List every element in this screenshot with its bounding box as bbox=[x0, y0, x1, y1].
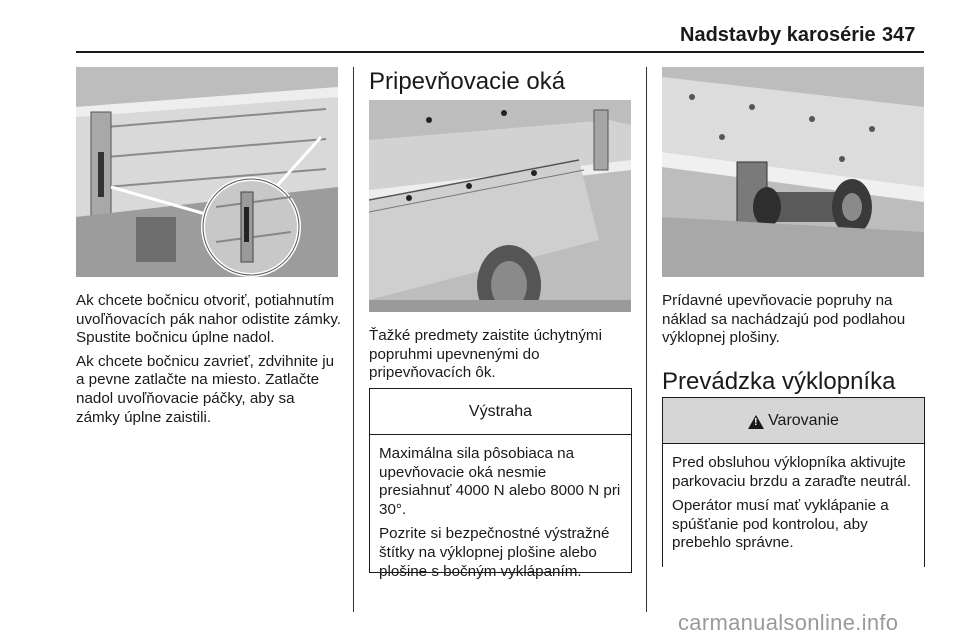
warning-notice-box bbox=[662, 397, 925, 567]
warning-notice-header bbox=[663, 398, 924, 444]
site-watermark: carmanualsonline.info bbox=[678, 610, 899, 635]
underfloor-strap-description: Prídavné upevňovacie popruhy na náklad sa nachádzajú pod podlahou výklopnej plošiny. bbox=[662, 292, 906, 347]
caution-max-force: Maximálna sila pôsobiaca na upevňovacie oká nesmie presiahnuť 4000 N alebo 8000 N pri 30°. bbox=[379, 445, 621, 518]
paragraph-open-side-panel: Ak chcete bočnicu otvoriť, potiahnutím uvoľňovacích pák nahor odistite zámky. Spustite bočnicu úplne nadol. bbox=[76, 292, 342, 347]
column-divider-2 bbox=[646, 67, 647, 612]
warning-parking-brake: Pred obsluhou výklopníka aktivujte parkovaciu brzdu a zaraďte neutrál. bbox=[672, 454, 911, 490]
section-heading-tipper-operation: Prevádzka výklopníka bbox=[662, 368, 896, 395]
lashing-eyes-illustration bbox=[369, 100, 631, 312]
underfloor-strap-illustration bbox=[662, 67, 924, 277]
caution-notice-body bbox=[370, 435, 631, 581]
side-panel-instructions bbox=[76, 292, 341, 432]
cargo-bed-drawing bbox=[369, 100, 631, 312]
column-divider-1 bbox=[353, 67, 354, 612]
warning-notice-label: Varovanie bbox=[768, 411, 839, 429]
caution-safety-labels: Pozrite si bezpečnostné výstražné štítky na výklopnej plošine alebo plošine s bočným vyklápaním. bbox=[379, 525, 610, 580]
underfloor-strap-drawing bbox=[662, 67, 924, 277]
lashing-eyes-description: Ťažké predmety zaistite úchytnými popruhmi upevnenými do pripevňovacích ôk. bbox=[369, 327, 602, 382]
running-header-title: Nadstavby karosérie bbox=[680, 24, 876, 46]
paragraph-close-side-panel: Ak chcete bočnicu zavrieť, zdvihnite ju a pevne zatlačte na miesto. Zatlačte nadol uvoľňovacie páčky, aby sa zámky úplne zaistili. bbox=[76, 352, 335, 426]
header-rule bbox=[76, 51, 924, 53]
caution-notice-label: Výstraha bbox=[370, 389, 631, 435]
side-panel-lock-drawing bbox=[76, 67, 338, 277]
warning-triangle-icon bbox=[748, 415, 764, 429]
page-number: 347 bbox=[882, 24, 916, 46]
section-heading-lashing-eyes: Pripevňovacie oká bbox=[369, 68, 566, 95]
caution-notice-box bbox=[369, 388, 632, 580]
warning-notice-body bbox=[663, 444, 924, 553]
side-panel-lock-illustration bbox=[76, 67, 338, 277]
warning-operator-control: Operátor musí mať vyklápanie a spúšťanie pod kontrolou, aby prebehlo správne. bbox=[672, 497, 889, 552]
